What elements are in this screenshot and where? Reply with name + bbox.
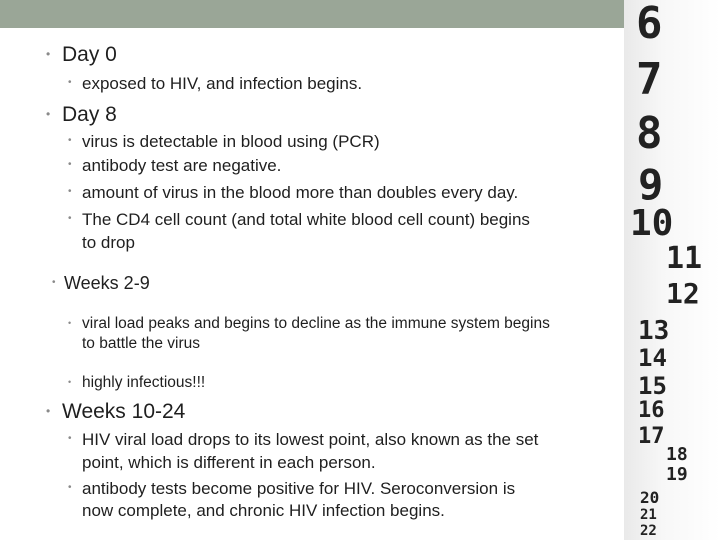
side-number: 9 (638, 160, 664, 209)
bullet: • (68, 433, 72, 444)
list-item: exposed to HIV, and infection begins. (82, 74, 363, 93)
bullet: • (46, 107, 51, 121)
list-item-line: The CD4 cell count (and total white blood cell count) begins (82, 210, 530, 229)
side-number: 15 (638, 372, 667, 400)
side-number: 14 (638, 344, 667, 372)
side-number: 6 (636, 0, 663, 49)
list-item-line: to battle the virus (82, 335, 201, 352)
list-item: virus is detectable in blood using (PCR) (82, 132, 380, 151)
side-number: 18 (666, 444, 688, 465)
list-item-line: viral load peaks and begins to decline as the immune system begins (82, 315, 550, 332)
side-number: 7 (636, 54, 663, 105)
bullet: • (68, 186, 72, 197)
bullet: • (68, 482, 72, 493)
side-number: 8 (636, 108, 663, 159)
list-item-line: HIV viral load drops to its lowest point, also known as the set (82, 430, 539, 449)
side-number: 21 (640, 507, 657, 523)
section-heading: Weeks 10-24 (62, 400, 186, 423)
section-heading: Weeks 2-9 (64, 273, 150, 293)
bullet: • (68, 213, 72, 224)
bullet: • (68, 77, 72, 88)
bullet: • (68, 135, 72, 146)
list-item-line: to drop (82, 233, 135, 252)
side-number: 12 (666, 277, 700, 310)
bullet: • (68, 377, 72, 387)
side-number: 13 (638, 316, 670, 346)
side-number: 17 (638, 424, 665, 449)
list-item: highly infectious!!! (82, 374, 206, 391)
side-number: 10 (630, 203, 674, 244)
bullet: • (46, 404, 51, 418)
list-item-line: now complete, and chronic HIV infection begins. (82, 501, 445, 520)
side-number: 22 (640, 523, 657, 539)
bullet: • (68, 159, 72, 170)
list-item: amount of virus in the blood more than doubles every day. (82, 183, 519, 202)
bullet: • (68, 318, 72, 328)
list-item: antibody test are negative. (82, 156, 282, 175)
list-item-line: antibody tests become positive for HIV. Seroconversion is (82, 479, 516, 498)
side-number: 20 (640, 488, 660, 507)
section-heading: Day 8 (62, 103, 117, 126)
bullet: • (52, 277, 56, 288)
bullet: • (46, 47, 51, 61)
side-number: 19 (666, 464, 688, 485)
section-heading: Day 0 (62, 43, 117, 66)
list-item-line: point, which is different in each person. (82, 453, 376, 472)
side-number: 16 (638, 398, 665, 423)
side-number: 11 (666, 241, 703, 276)
